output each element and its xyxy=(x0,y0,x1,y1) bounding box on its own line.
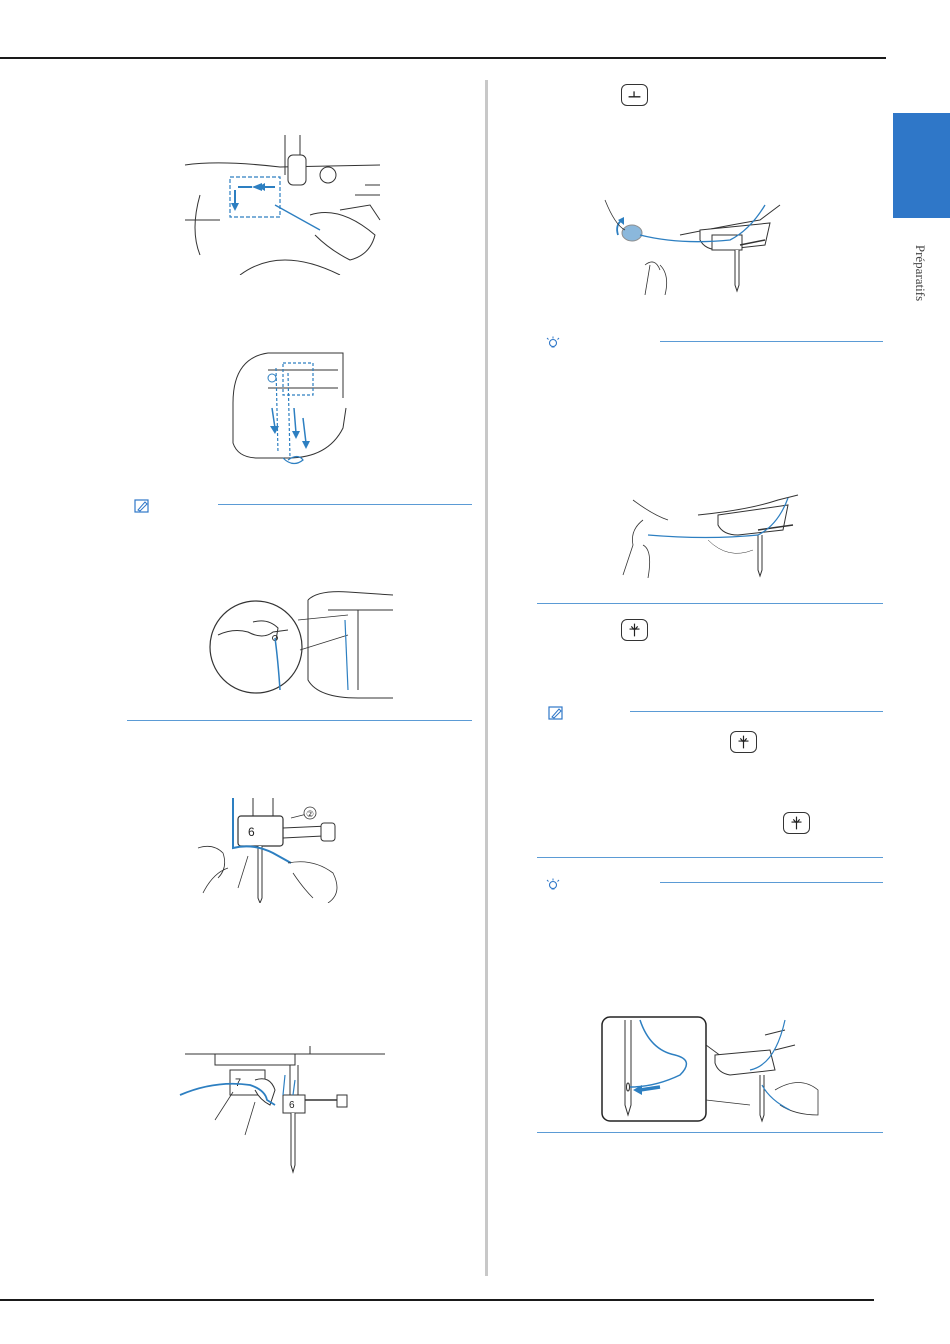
figure-hold-thread xyxy=(618,490,803,578)
memo-icon xyxy=(134,499,150,513)
tip-rule-2 xyxy=(660,882,883,883)
column-separator xyxy=(485,80,488,1276)
thread-guide-magnified-icon xyxy=(208,580,393,700)
figure-thread-front-channels xyxy=(228,348,348,473)
automatic-threading-icon xyxy=(731,732,756,752)
note-rule xyxy=(218,504,472,505)
section-rule xyxy=(127,720,472,721)
figure-thread-upper-path xyxy=(180,135,385,275)
figure-presser-foot-threader xyxy=(175,1040,385,1175)
presser-foot-key[interactable] xyxy=(621,84,648,106)
svg-text:6: 6 xyxy=(289,1100,295,1111)
threading-key-inline-1[interactable] xyxy=(730,731,757,753)
tip-icon xyxy=(546,336,560,350)
thread-path-upper-cover-icon xyxy=(180,135,385,275)
section-tab[interactable] xyxy=(893,113,950,218)
section-tab-label: Préparatifs xyxy=(913,244,928,302)
note-rule-2 xyxy=(630,711,883,712)
thread-through-needle-eye-magnified-icon xyxy=(600,1015,820,1123)
hold-thread-end-icon xyxy=(618,490,803,578)
footer-rule xyxy=(0,1299,874,1301)
automatic-threading-icon xyxy=(784,813,809,833)
svg-text:7: 7 xyxy=(235,1077,242,1089)
needle-bar-thread-guide-icon xyxy=(193,798,348,903)
thread-path-front-channels-icon xyxy=(228,348,348,473)
figure-needle-bar-guide xyxy=(193,798,348,903)
callout-two: ② xyxy=(306,810,315,820)
section-rule-right-1 xyxy=(537,603,883,604)
pull-thread-under-foot-icon xyxy=(600,195,785,295)
section-rule-right-2 xyxy=(537,857,883,858)
threading-key-inline-2[interactable] xyxy=(783,812,810,834)
tip-icon-2 xyxy=(546,878,560,892)
figure-thread-guide-detail xyxy=(208,580,393,700)
presser-foot-needle-threader-icon xyxy=(175,1040,385,1175)
automatic-threading-icon xyxy=(622,620,647,640)
memo-icon-2 xyxy=(548,706,564,720)
svg-text:6: 6 xyxy=(248,825,255,839)
figure-needle-eye-detail xyxy=(600,1015,820,1123)
tip-rule xyxy=(660,341,883,342)
threading-key[interactable] xyxy=(621,619,648,641)
section-rule-right-3 xyxy=(537,1132,883,1133)
header-rule xyxy=(0,57,886,59)
presser-foot-lever-icon xyxy=(622,85,647,105)
figure-pull-thread xyxy=(600,195,785,295)
